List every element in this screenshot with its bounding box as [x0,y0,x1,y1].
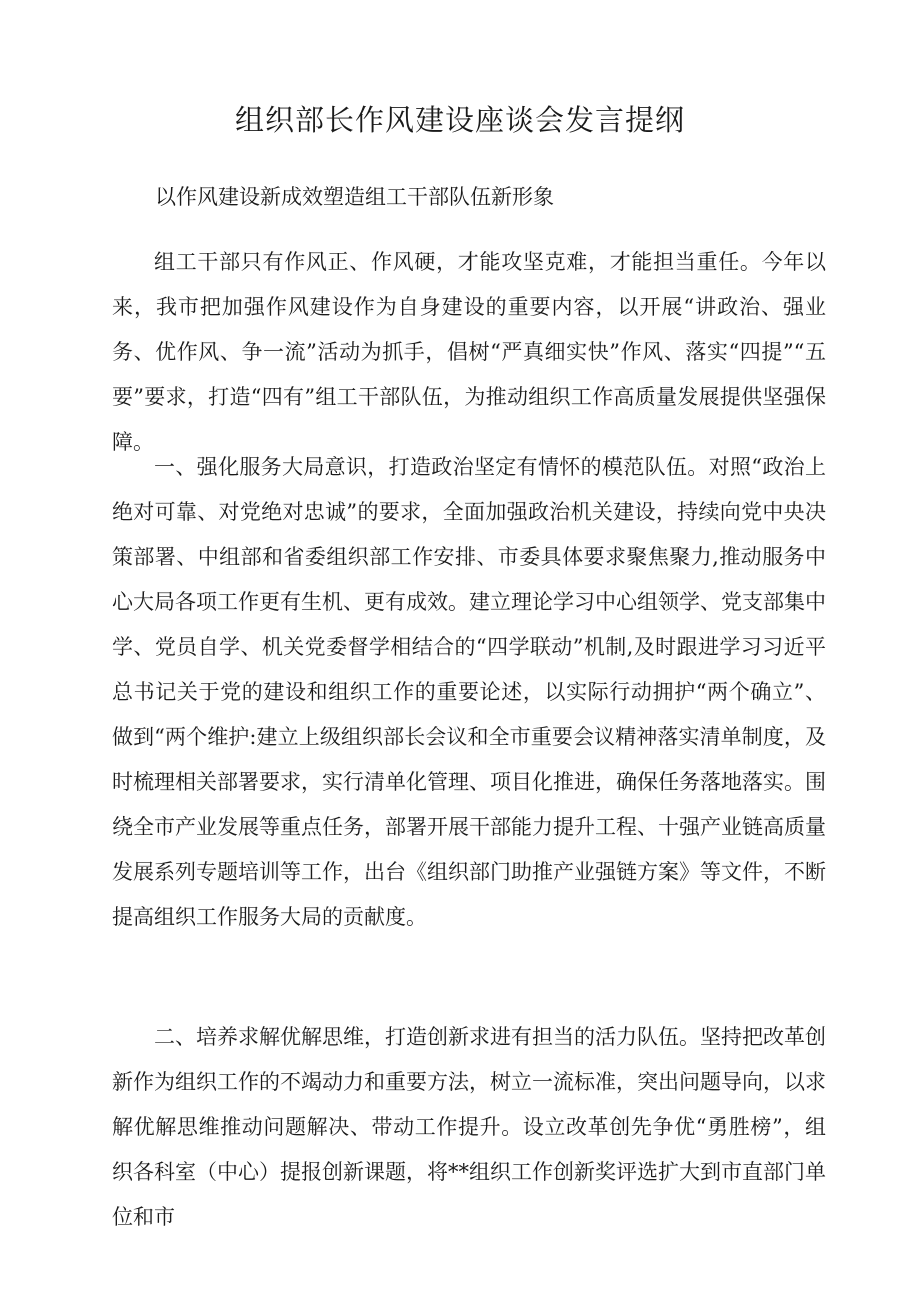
paragraph-section-one: 一、强化服务大局意识，打造政治坚定有情怀的模范队伍。对照“政治上绝对可靠、对党绝对忠诚”的要求，全面加强政治机关建设，持续向党中央决策部署、中组部和省委组织部工作安排、市委具体要求聚焦聚力,推动服务中心大局各项工作更有生机、更有成效。建立理论学习中心组领学、党支部集中学、党员自学、机关党委督学相结合的“四学联动”机制,及时跟进学习习近平总书记关于党的建设和组织工作的重要论述，以实际行动拥护“两个确立”、做到“两个维护:建立上级组织部长会议和全市重要会议精神落实清单制度，及时梳理相关部署要求，实行清单化管理、项目化推进，确保任务落地落实。围绕全市产业发展等重点任务，部署开展干部能力提升工程、十强产业链高质量发展系列专题培训等工作，出台《组织部门助推产业强链方案》等文件，不断提高组织工作服务大局的贡献度。 [112,455,826,929]
document-subtitle: 以作风建设新成效塑造组工干部队伍新形象 [155,185,554,209]
paragraph-intro: 组工干部只有作风正、作风硬，才能攻坚克难，才能担当重任。今年以来，我市把加强作风建设作为自身建设的重要内容，以开展“讲政治、强业务、优作风、争一流”活动为抓手，倡树“严真细实快”作风、落实“四提”“五要”要求，打造“四有”组工干部队伍，为推动组织工作高质量发展提供坚强保障。 [112,250,826,454]
paragraph-section-two: 二、培养求解优解思维，打造创新求进有担当的活力队伍。坚持把改革创新作为组织工作的不竭动力和重要方法，树立一流标准，突出问题导向，以求解优解思维推动问题解决、带动工作提升。设立改革创先争优“勇胜榜”，组织各科室（中心）提报创新课题，将**组织工作创新奖评选扩大到市直部门单位和市 [112,1025,826,1229]
document-title: 组织部长作风建设座谈会发言提纲 [234,103,685,137]
